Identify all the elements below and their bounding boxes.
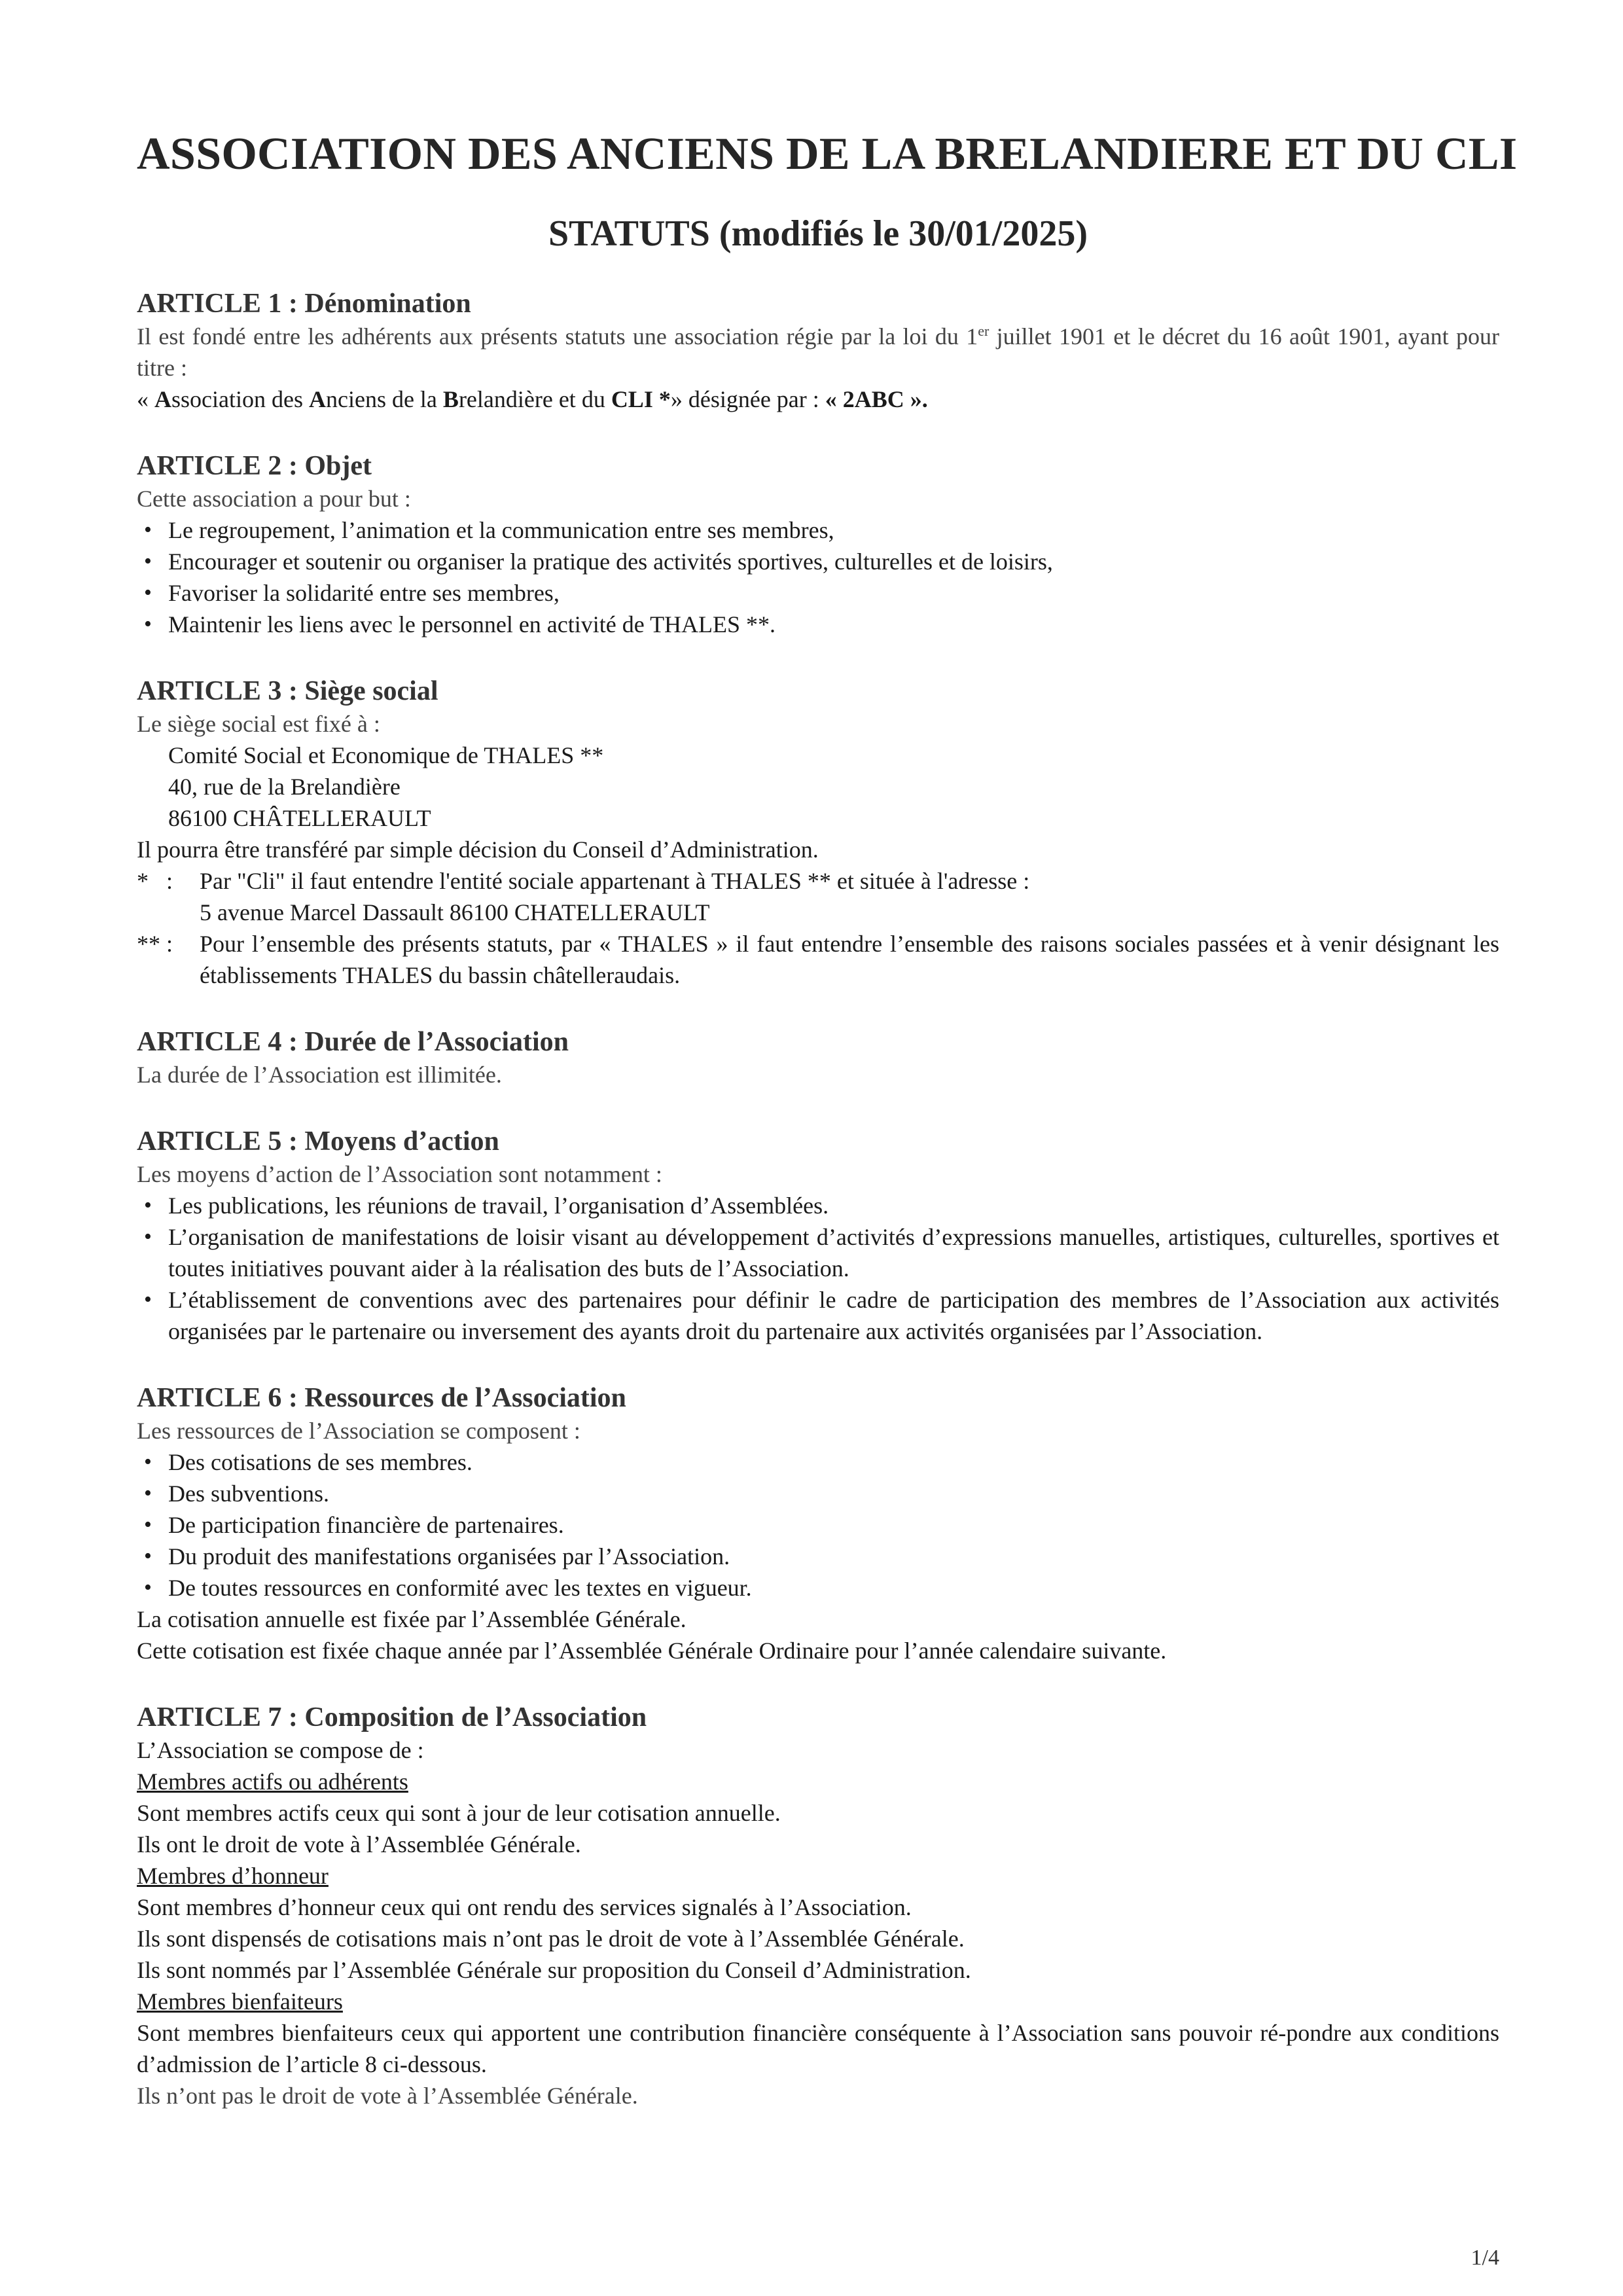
- article-7: [137, 1700, 1499, 2111]
- name-part: nciens de la: [325, 386, 443, 412]
- article-5: [137, 1124, 1499, 1347]
- name-initial: A: [154, 386, 171, 412]
- address-line: 40, rue de la Brelandière: [168, 774, 401, 800]
- address-line: Comité Social et Economique de THALES **: [168, 742, 604, 768]
- address-line: 86100 CHÂTELLERAULT: [168, 805, 431, 831]
- footnote-thales: [137, 928, 1499, 991]
- transfer-text: Il pourra être transféré par simple décision du Conseil d’Administration.: [137, 836, 819, 863]
- article-2-heading: ARTICLE 2 : Objet: [137, 451, 372, 481]
- bullet-icon: •: [144, 549, 152, 573]
- article-2-list: [137, 514, 1499, 640]
- list-item: [137, 609, 1499, 640]
- name-initial: A: [308, 386, 326, 412]
- bullet-icon: •: [144, 1575, 152, 1600]
- bullet-icon: •: [144, 1481, 152, 1505]
- footnote-cli-address: [137, 897, 1499, 928]
- list-item-text: Des subventions.: [168, 1480, 329, 1507]
- name-initial: CLI *: [611, 386, 671, 412]
- name-part: ssociation des: [171, 386, 309, 412]
- article-7-text: Ils n’ont pas le droit de vote à l’Assemblée Générale.: [137, 2083, 638, 2109]
- list-item-text: Favoriser la solidarité entre ses membres,: [168, 580, 560, 606]
- article-7-heading: ARTICLE 7 : Composition de l’Association: [137, 1702, 647, 1732]
- association-full-name: [137, 384, 1499, 415]
- article-6-text: La cotisation annuelle est fixée par l’Assemblée Générale.: [137, 1606, 687, 1632]
- list-item-text: L’organisation de manifestations de loisir visant au développement d’activités d’expressions manuelles, artistiques, culturelles, sportives et toutes initiatives pouvant aider à la réalisation des buts de l’Association.: [168, 1224, 1499, 1282]
- article-1-text: [137, 321, 1499, 384]
- article-6-list: [137, 1446, 1499, 1604]
- article-4: [137, 1025, 1499, 1090]
- list-item-text: Du produit des manifestations organisées par l’Association.: [168, 1543, 730, 1570]
- footnote-text: Par "Cli" il faut entendre l'entité sociale appartenant à THALES ** et située à l'adresse :: [200, 868, 1030, 894]
- article-3-lead: Le siège social est fixé à :: [137, 711, 380, 737]
- article-6-text: Cette cotisation est fixée chaque année par l’Assemblée Générale Ordinaire pour l’année calendaire suivante.: [137, 1638, 1167, 1664]
- bullet-icon: •: [144, 518, 152, 542]
- footnote-marker: ** :: [137, 931, 173, 957]
- article-7-text: Ils sont nommés par l’Assemblée Générale sur proposition du Conseil d’Administration.: [137, 1957, 971, 1983]
- article-7-text: Sont membres bienfaiteurs ceux qui apportent une contribution financière conséquente à l’Association sans pouvoir ré-pondre aux conditions d’admission de l’article 8 ci-dessous.: [137, 2020, 1499, 2077]
- article-1-text-b: juillet 1901 et le décret du 16 août 1901, ayant pour titre :: [137, 323, 1499, 381]
- list-item: [137, 1446, 1499, 1478]
- page-number: 1/4: [1471, 2246, 1499, 2270]
- name-part: relandière et du: [458, 386, 611, 412]
- article-4-text: La durée de l’Association est illimitée.: [137, 1062, 502, 1088]
- bullet-icon: •: [144, 1287, 152, 1312]
- bullet-icon: •: [144, 1225, 152, 1249]
- list-item-text: Les publications, les réunions de travail, l’organisation d’Assemblées.: [168, 1193, 829, 1219]
- document-page: [137, 124, 1518, 2111]
- list-item-text: Des cotisations de ses membres.: [168, 1449, 473, 1475]
- bullet-icon: •: [144, 581, 152, 605]
- list-item: [137, 1478, 1499, 1509]
- list-item: [137, 546, 1499, 577]
- article-5-heading: ARTICLE 5 : Moyens d’action: [137, 1126, 499, 1157]
- list-item: [137, 1284, 1499, 1347]
- list-item-text: De toutes ressources en conformité avec les textes en vigueur.: [168, 1575, 752, 1601]
- bullet-icon: •: [144, 1193, 152, 1217]
- bullet-icon: •: [144, 1513, 152, 1537]
- name-part: » désignée par :: [670, 386, 825, 412]
- document-subtitle: STATUTS (modifiés le 30/01/2025): [548, 213, 1088, 254]
- list-item: [137, 1541, 1499, 1572]
- list-item-text: De participation financière de partenaires.: [168, 1512, 564, 1538]
- article-5-lead: Les moyens d’action de l’Association sont notamment :: [137, 1161, 662, 1187]
- article-7-text: Ils sont dispensés de cotisations mais n’ont pas le droit de vote à l’Assemblée Générale.: [137, 1926, 965, 1952]
- members-active-title: Membres actifs ou adhérents: [137, 1768, 408, 1795]
- footnote-cli: [137, 865, 1499, 897]
- article-6-heading: ARTICLE 6 : Ressources de l’Association: [137, 1383, 626, 1413]
- article-1-heading: ARTICLE 1 : Dénomination: [137, 289, 471, 319]
- list-item-text: Encourager et soutenir ou organiser la pratique des activités sportives, culturelles et de loisirs,: [168, 548, 1053, 575]
- article-1-text-a: Il est fondé entre les adhérents aux présents statuts une association régie par la loi du 1: [137, 323, 978, 350]
- bullet-icon: •: [144, 612, 152, 636]
- article-7-lead: L’Association se compose de :: [137, 1737, 424, 1763]
- list-item-text: L’établissement de conventions avec des partenaires pour définir le cadre de participation des membres de l’Association aux activités organisées par le partenaire ou inversement des ayants droit du partenaire aux activités organisées par l’Association.: [168, 1287, 1499, 1344]
- footnote-text: 5 avenue Marcel Dassault 86100 CHATELLERAULT: [200, 899, 710, 925]
- name-part: «: [137, 386, 154, 412]
- article-2-lead: Cette association a pour but :: [137, 486, 411, 512]
- members-benefactor-title: Membres bienfaiteurs: [137, 1988, 343, 2015]
- article-6: [137, 1381, 1499, 1666]
- article-5-list: [137, 1190, 1499, 1347]
- article-7-text: Sont membres d’honneur ceux qui ont rendu des services signalés à l’Association.: [137, 1894, 912, 1920]
- list-item: [137, 514, 1499, 546]
- bullet-icon: •: [144, 1544, 152, 1568]
- bullet-icon: •: [144, 1450, 152, 1474]
- list-item: [137, 577, 1499, 609]
- document-title: ASSOCIATION DES ANCIENS DE LA BRELANDIERE ET DU CLI: [137, 129, 1518, 179]
- list-item: [137, 1509, 1499, 1541]
- article-6-lead: Les ressources de l’Association se composent :: [137, 1418, 580, 1444]
- list-item-text: Le regroupement, l’animation et la communication entre ses membres,: [168, 517, 834, 543]
- article-7-text: Ils ont le droit de vote à l’Assemblée Générale.: [137, 1831, 581, 1857]
- footnote-text: Pour l’ensemble des présents statuts, par « THALES » il faut entendre l’ensemble des raisons sociales passées et à venir désignant les établissements THALES du bassin châtelleraudais.: [200, 931, 1499, 988]
- article-1: [137, 287, 1499, 415]
- members-honor-title: Membres d’honneur: [137, 1863, 329, 1889]
- article-2: [137, 449, 1499, 640]
- list-item: [137, 1572, 1499, 1604]
- list-item: [137, 1190, 1499, 1221]
- name-initial: B: [442, 386, 459, 412]
- article-3-heading: ARTICLE 3 : Siège social: [137, 676, 438, 706]
- association-acronym: « 2ABC ».: [825, 386, 928, 412]
- article-4-heading: ARTICLE 4 : Durée de l’Association: [137, 1027, 569, 1057]
- footnote-marker: * :: [137, 868, 173, 894]
- list-item: [137, 1221, 1499, 1284]
- article-3: [137, 674, 1499, 991]
- ordinal-superscript: er: [978, 323, 990, 339]
- article-7-text: Sont membres actifs ceux qui sont à jour de leur cotisation annuelle.: [137, 1800, 781, 1826]
- list-item-text: Maintenir les liens avec le personnel en activité de THALES **.: [168, 611, 776, 637]
